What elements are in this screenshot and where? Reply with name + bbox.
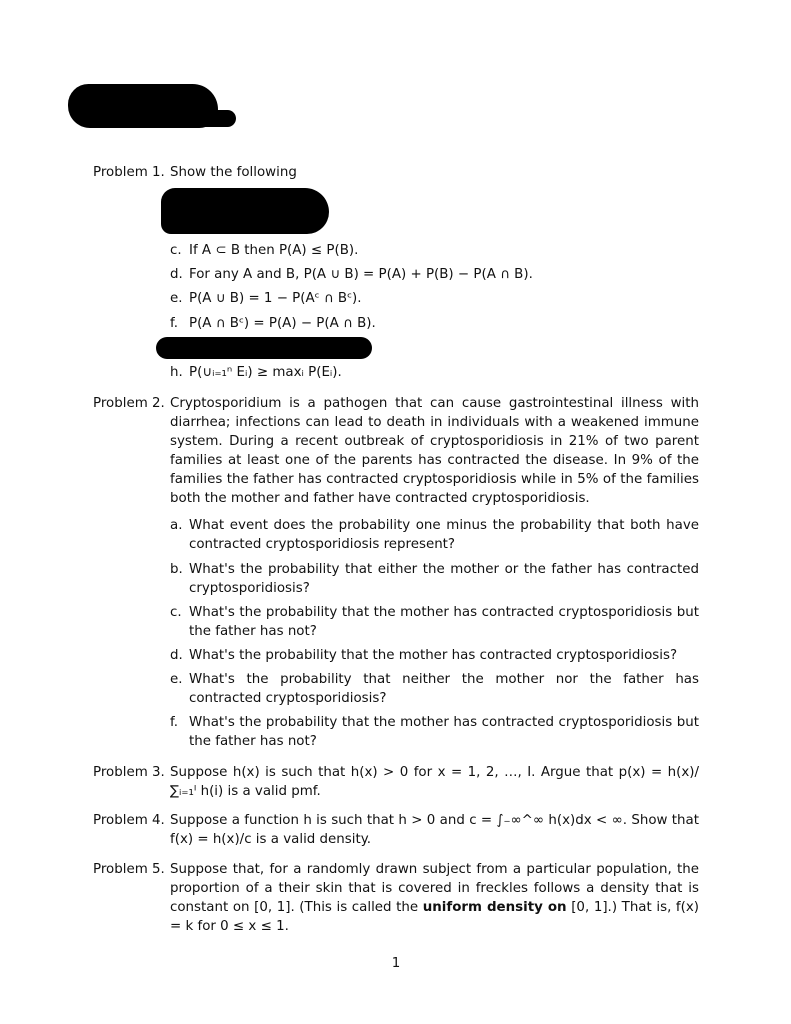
uniform-density-term: uniform density on: [422, 900, 567, 915]
item-marker: e.: [170, 672, 183, 687]
problem-5-text: [170, 860, 699, 936]
item-marker: d.: [170, 648, 183, 663]
problem-1-item-c: [170, 242, 699, 261]
problem-1-item-f: [170, 315, 699, 334]
item-text: P(A ∩ Bᶜ) = P(A) − P(A ∩ B).: [189, 316, 376, 331]
problem-2-item-b: [170, 561, 699, 598]
item-text: For any A and B, P(A ∪ B) = P(A) + P(B) − P(A ∩ B).: [189, 267, 533, 282]
problem-2-item-d: [170, 647, 699, 666]
item-text: P(A ∪ B) = 1 − P(Aᶜ ∩ Bᶜ).: [189, 291, 362, 306]
problem-2-intro: Cryptosporidium is a pathogen that can cause gastrointestinal illness with diarrhea; infections can lead to death in individuals with a weakened immune system. During a recent outbreak of cryptosporidiosis in 21% of two parent families at least one of the parents has contracted the disease. In 9% of the families the father has contracted cryptosporidiosis while in 5% of the families both the mother and father have contracted cryptosporidiosis.: [170, 396, 699, 506]
problem-4-text: Suppose a function h is such that h > 0 and c = ∫₋∞^∞ h(x)dx < ∞. Show that f(x) = h(x)/c is a valid density.: [170, 813, 699, 847]
redacted-item-g: [156, 337, 372, 359]
item-marker: h.: [170, 365, 183, 380]
item-marker: a.: [170, 518, 183, 533]
item-marker: c.: [170, 605, 182, 620]
problem-2-item-c: [170, 604, 699, 641]
item-text: If A ⊂ B then P(A) ≤ P(B).: [189, 243, 359, 258]
item-text: What's the probability that the mother has contracted cryptosporidiosis but the father has not?: [189, 605, 699, 639]
problem-3-text: Suppose h(x) is such that h(x) > 0 for x = 1, 2, …, I. Argue that p(x) = h(x)/∑ᵢ₌₁ᴵ h(i) is a valid pmf.: [170, 765, 699, 799]
problem-5-text-part2: [0, 1].) That is, f(x) = k for 0 ≤ x ≤ 1.: [170, 900, 700, 934]
problem-4-label: Problem 4.: [93, 813, 165, 828]
item-text: What's the probability that the mother has contracted cryptosporidiosis but the father has not?: [189, 715, 699, 749]
problem-2-item-a: [170, 517, 699, 554]
item-marker: f.: [170, 316, 178, 331]
redacted-items-ab: [161, 188, 329, 234]
problem-2-label: Problem 2.: [93, 396, 165, 411]
item-marker: e.: [170, 291, 183, 306]
problem-1-item-e: [170, 290, 699, 309]
item-text: What's the probability that either the mother or the father has contracted cryptosporidiosis?: [189, 562, 699, 596]
item-marker: f.: [170, 715, 178, 730]
problem-1-intro: Show the following: [170, 165, 297, 180]
page-number: 1: [391, 956, 401, 971]
item-text: What event does the probability one minus the probability that both have contracted cryptosporidiosis represent?: [189, 518, 699, 552]
problem-2-item-f: [170, 714, 699, 751]
problem-3-label: Problem 3.: [93, 765, 165, 780]
problem-2-item-e: [170, 671, 699, 708]
problem-5-label: Problem 5.: [93, 862, 165, 877]
redacted-name-tail: [190, 110, 236, 127]
item-text: P(∪ᵢ₌₁ⁿ Eᵢ) ≥ maxᵢ P(Eᵢ).: [189, 365, 342, 380]
item-marker: b.: [170, 562, 183, 577]
problem-5-text-part1: Suppose that, for a randomly drawn subject from a particular population, the proportion of a their skin that is covered in freckles follows a density that is constant on [0, 1]. (This is called the: [170, 862, 699, 915]
item-marker: c.: [170, 243, 182, 258]
problem-1-label: Problem 1.: [93, 165, 165, 180]
item-text: What's the probability that neither the mother nor the father has contracted cryptosporidiosis?: [189, 672, 699, 706]
item-text: What's the probability that the mother has contracted cryptosporidiosis?: [189, 648, 678, 663]
problem-1-item-d: [170, 266, 699, 285]
item-marker: d.: [170, 267, 183, 282]
problem-1-item-h: [170, 364, 699, 383]
